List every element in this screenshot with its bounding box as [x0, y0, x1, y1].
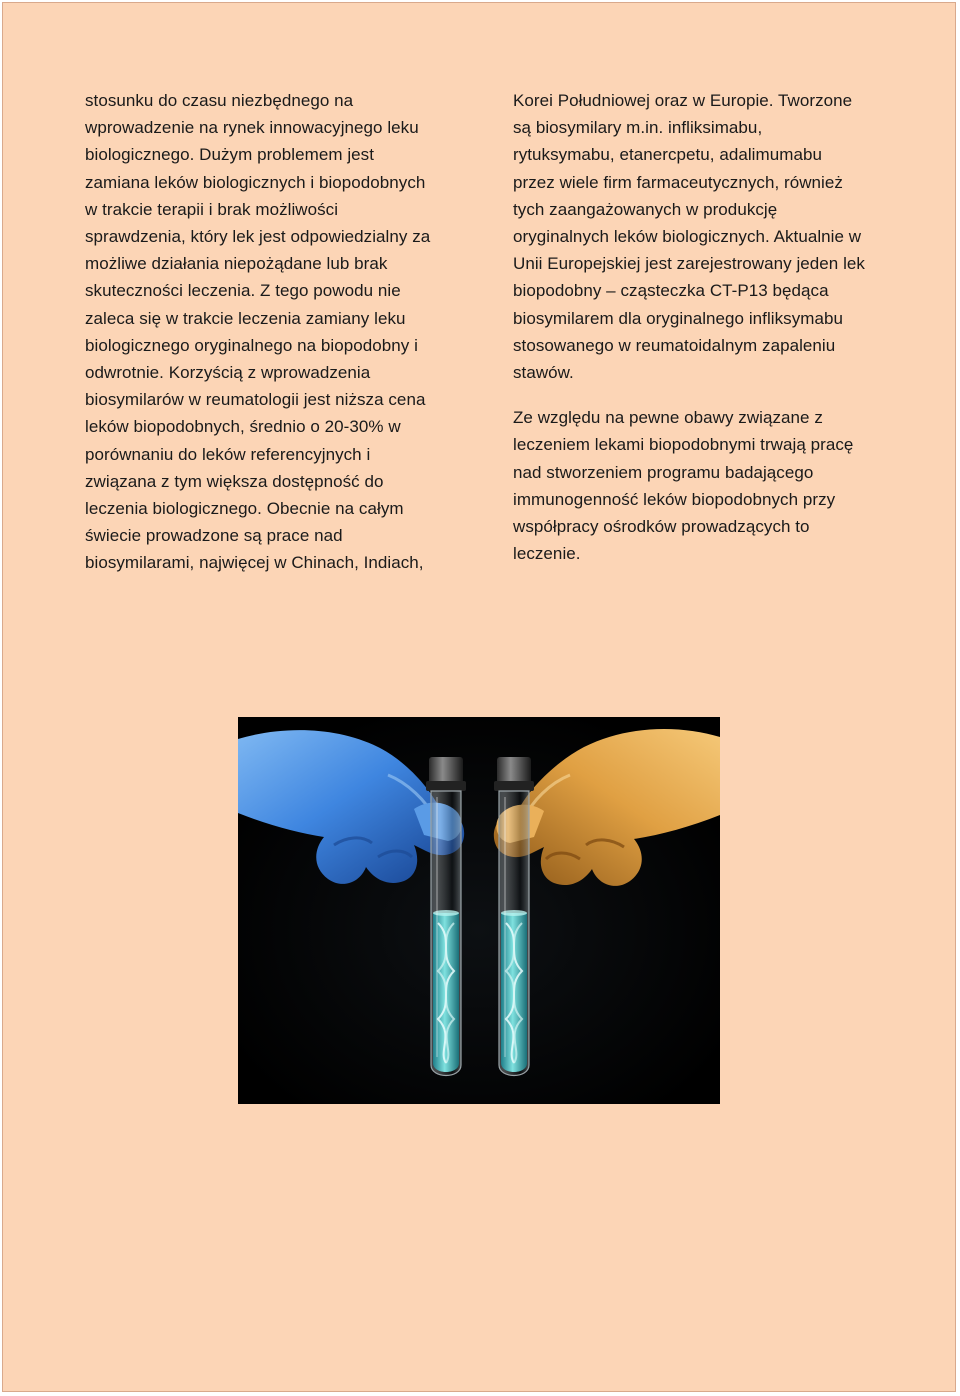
test-tubes-gloved-hands-icon	[238, 717, 720, 1104]
left-paragraph-1: stosunku do czasu niezbędnego na wprowadzenie na rynek innowacyjnego leku biologicznego. Dużym problemem jest zamiana leków biologicznych i biopodobnych w trakcie terapii i brak możliwości sprawdzenia, który lek jest odpowiedzialny za możliwe działania niepożądane lub brak skuteczności leczenia. Z tego powodu nie zaleca się w trakcie leczenia zamiany leku biologicznego oryginalnego na biopodobny i odwrotnie. Korzyścią z wprowadzenia biosymilarów w reumatologii jest niższa cena leków biopodobnych, średnio o 20-30% w porównaniu do leków referencyjnych i związana z tym większa dostępność do leczenia biologicznego. Obecnie na całym świecie prowadzone są prace nad biosymilarami, najwięcej w Chinach, Indiach,	[85, 91, 431, 573]
right-test-tube	[494, 757, 534, 1076]
document-page	[2, 2, 956, 1392]
left-test-tube	[426, 757, 466, 1076]
right-text-column	[513, 87, 913, 567]
right-paragraph-2: Ze względu na pewne obawy związane z leczeniem lekami biopodobnymi trwają pracę nad stworzeniem programu badającego immunogenność leków biopodobnych przy współpracy ośrodków prowadzących to leczenie.	[513, 408, 854, 564]
test-tubes-illustration	[238, 717, 720, 1104]
left-text-column	[85, 87, 475, 577]
right-paragraph-1: Korei Południowej oraz w Europie. Tworzone są biosymilary m.in. infliksimabu, rytuksymabu, etanercpetu, adalimumabu przez wiele firm farmaceutycznych, również tych zaangażowanych w produkcję oryginalnych leków biologicznych. Aktualnie w Unii Europejskiej jest zarejestrowany jeden lek biopodobny – cząsteczka CT-P13 będąca biosymilarem dla oryginalnego infliksymabu stosowanego w reumatoidalnym zapaleniu stawów.	[513, 91, 865, 383]
